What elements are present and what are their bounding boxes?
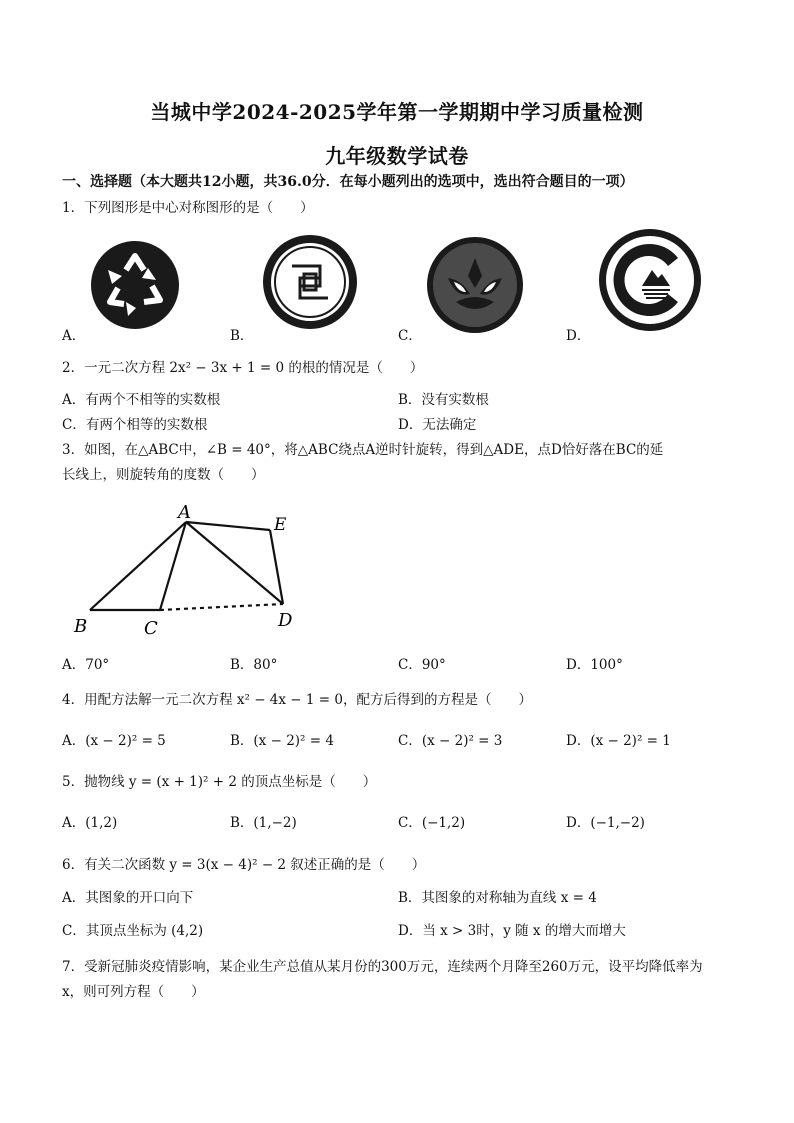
q3-option-a[interactable]: A．70° — [62, 657, 110, 673]
question-2-stem: 2．一元二次方程 2x² − 3x + 1 = 0 的根的情况是（ ） — [62, 360, 424, 376]
q4-option-d[interactable]: D．(x − 2)² = 1 — [566, 733, 671, 749]
q4-option-b[interactable]: B．(x − 2)² = 4 — [230, 733, 334, 749]
q3-option-c[interactable]: C．90° — [398, 657, 446, 673]
label-c: C — [144, 618, 158, 639]
question-3-stem-line-1: 3．如图，在△ABC中，∠B = 40°，将△ABC绕点A逆时针旋转，得到△ADE，点D恰好落在BC的延 — [62, 442, 664, 458]
q1-option-b[interactable]: B． — [230, 328, 254, 344]
q4-option-c[interactable]: C．(x − 2)² = 3 — [398, 733, 503, 749]
exam-subtitle: 九年级数学试卷 — [325, 144, 469, 168]
triangle-rotation-figure — [68, 500, 308, 645]
q1-option-a[interactable]: A． — [62, 328, 86, 344]
q3-option-d[interactable]: D．100° — [566, 657, 623, 673]
q1-option-d[interactable]: D． — [566, 328, 591, 344]
label-e: E — [274, 515, 287, 535]
question-5-stem: 5．抛物线 y = (x + 1)² + 2 的顶点坐标是（ ） — [62, 774, 377, 790]
q6-option-c[interactable]: C．其顶点坐标为 (4,2) — [62, 923, 204, 939]
q1-option-c[interactable]: C． — [398, 328, 422, 344]
question-7-stem-line-2: x，则可列方程（ ） — [62, 984, 205, 1000]
q3-option-b[interactable]: B．80° — [230, 657, 278, 673]
label-d: D — [278, 610, 293, 631]
q2-option-a[interactable]: A．有两个不相等的实数根 — [62, 392, 221, 408]
question-4-stem: 4．用配方法解一元二次方程 x² − 4x − 1 = 0，配方后得到的方程是（ ） — [62, 692, 532, 708]
q2-option-b[interactable]: B．没有实数根 — [398, 392, 489, 408]
q5-option-d[interactable]: D．(−1,−2) — [566, 815, 645, 831]
q2-option-c[interactable]: C．有两个相等的实数根 — [62, 417, 208, 433]
label-b: B — [74, 616, 88, 637]
label-a: A — [178, 502, 191, 523]
question-7-stem-line-1: 7．受新冠肺炎疫情影响，某企业生产总值从某月份的300万元，连续两个月降至260万元，设平均降低率为 — [62, 959, 703, 975]
mountain-emblem-icon — [598, 228, 702, 332]
question-3-stem-line-2: 长线上，则旋转角的度数（ ） — [62, 467, 265, 483]
question-1-stem: 1．下列图形是中心对称图形的是（ ） — [62, 200, 314, 216]
q5-option-a[interactable]: A．(1,2) — [62, 815, 118, 831]
q2-option-d[interactable]: D．无法确定 — [398, 417, 477, 433]
q6-option-b[interactable]: B．其图象的对称轴为直线 x = 4 — [398, 890, 597, 906]
q6-option-a[interactable]: A．其图象的开口向下 — [62, 890, 194, 906]
q5-option-c[interactable]: C．(−1,2) — [398, 815, 466, 831]
section-heading: 一、选择题（本大题共12小题，共36.0分．在每小题列出的选项中，选出符合题目的一项） — [62, 174, 634, 190]
leaf-emblem-icon — [426, 236, 524, 334]
question-6-stem: 6．有关二次函数 y = 3(x − 4)² − 2 叙述正确的是（ ） — [62, 857, 426, 873]
q6-option-d[interactable]: D．当 x > 3时，y 随 x 的增大而增大 — [398, 923, 626, 939]
recycle-icon — [90, 240, 180, 330]
coin-square-icon — [262, 234, 358, 330]
q4-option-a[interactable]: A．(x − 2)² = 5 — [62, 733, 166, 749]
q5-option-b[interactable]: B．(1,−2) — [230, 815, 297, 831]
exam-title: 当城中学2024-2025学年第一学期期中学习质量检测 — [150, 100, 644, 124]
